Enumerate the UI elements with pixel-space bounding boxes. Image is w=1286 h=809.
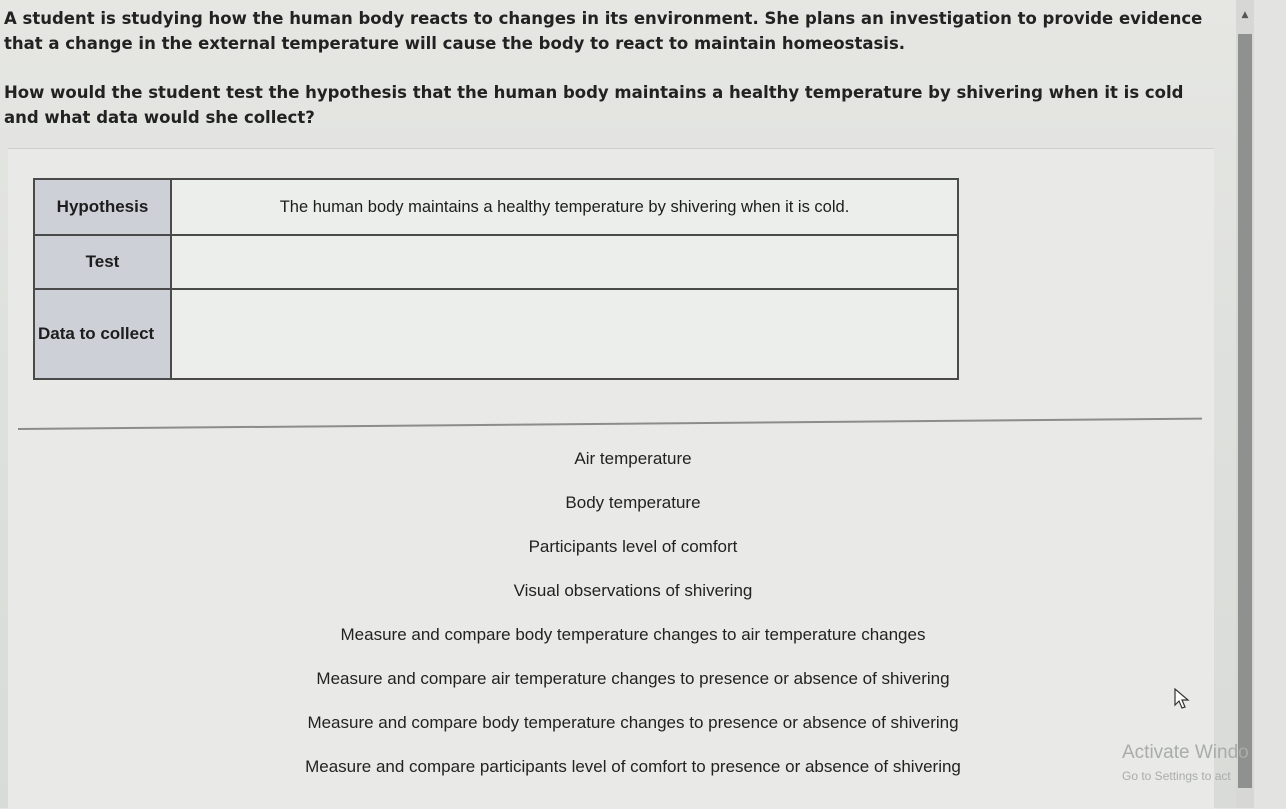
table-row-data xyxy=(34,289,958,379)
option-comfort-vs-shivering[interactable]: Measure and compare participants level of comfort to presence or absence of shivering xyxy=(305,757,961,776)
option-visual-shivering[interactable]: Visual observations of shivering xyxy=(513,581,753,600)
question-prompt: How would the student test the hypothesis that the human body maintains a healthy temperature by shivering when it is cold and what data would she collect? xyxy=(4,83,1184,127)
option-air-temperature[interactable]: Air temperature xyxy=(574,449,692,468)
option-air-temperature-vs-shivering[interactable]: Measure and compare air temperature changes to presence or absence of shivering xyxy=(316,669,950,688)
option-participants-comfort[interactable]: Participants level of comfort xyxy=(528,537,738,556)
option-body-temperature[interactable]: Body temperature xyxy=(565,493,701,512)
hypothesis-header: Hypothesis xyxy=(34,179,171,235)
watermark-title: Activate Windo xyxy=(1122,742,1249,763)
hypothesis-value: The human body maintains a healthy temperature by shivering when it is cold. xyxy=(171,179,958,235)
vertical-scrollbar[interactable] xyxy=(1236,0,1254,808)
mouse-pointer-icon xyxy=(1174,688,1190,710)
data-to-collect-drop-zone[interactable] xyxy=(171,289,958,379)
option-body-vs-air-temperature[interactable]: Measure and compare body temperature changes to air temperature changes xyxy=(340,625,926,644)
option-body-temperature-vs-shivering[interactable]: Measure and compare body temperature changes to presence or absence of shivering xyxy=(307,713,959,732)
activate-windows-watermark xyxy=(1122,742,1249,784)
hypothesis-table xyxy=(33,178,959,380)
test-header: Test xyxy=(34,235,171,289)
data-to-collect-header: Data to collect xyxy=(34,289,171,379)
watermark-subtitle: Go to Settings to act xyxy=(1122,769,1231,783)
table-row-test xyxy=(34,235,958,289)
table-row-hypothesis xyxy=(34,179,958,235)
window-edge xyxy=(1254,0,1286,808)
test-drop-zone[interactable] xyxy=(171,235,958,289)
question-stem: A student is studying how the human body reacts to changes in its environment. She plans an investigation to provide evidence that a change in the external temperature will cause the body to react to maintain homeostasis. xyxy=(4,9,1203,53)
answer-options-list xyxy=(150,444,1116,796)
scroll-up-icon[interactable]: ▲ xyxy=(1241,10,1249,20)
scroll-thumb[interactable] xyxy=(1238,34,1252,788)
